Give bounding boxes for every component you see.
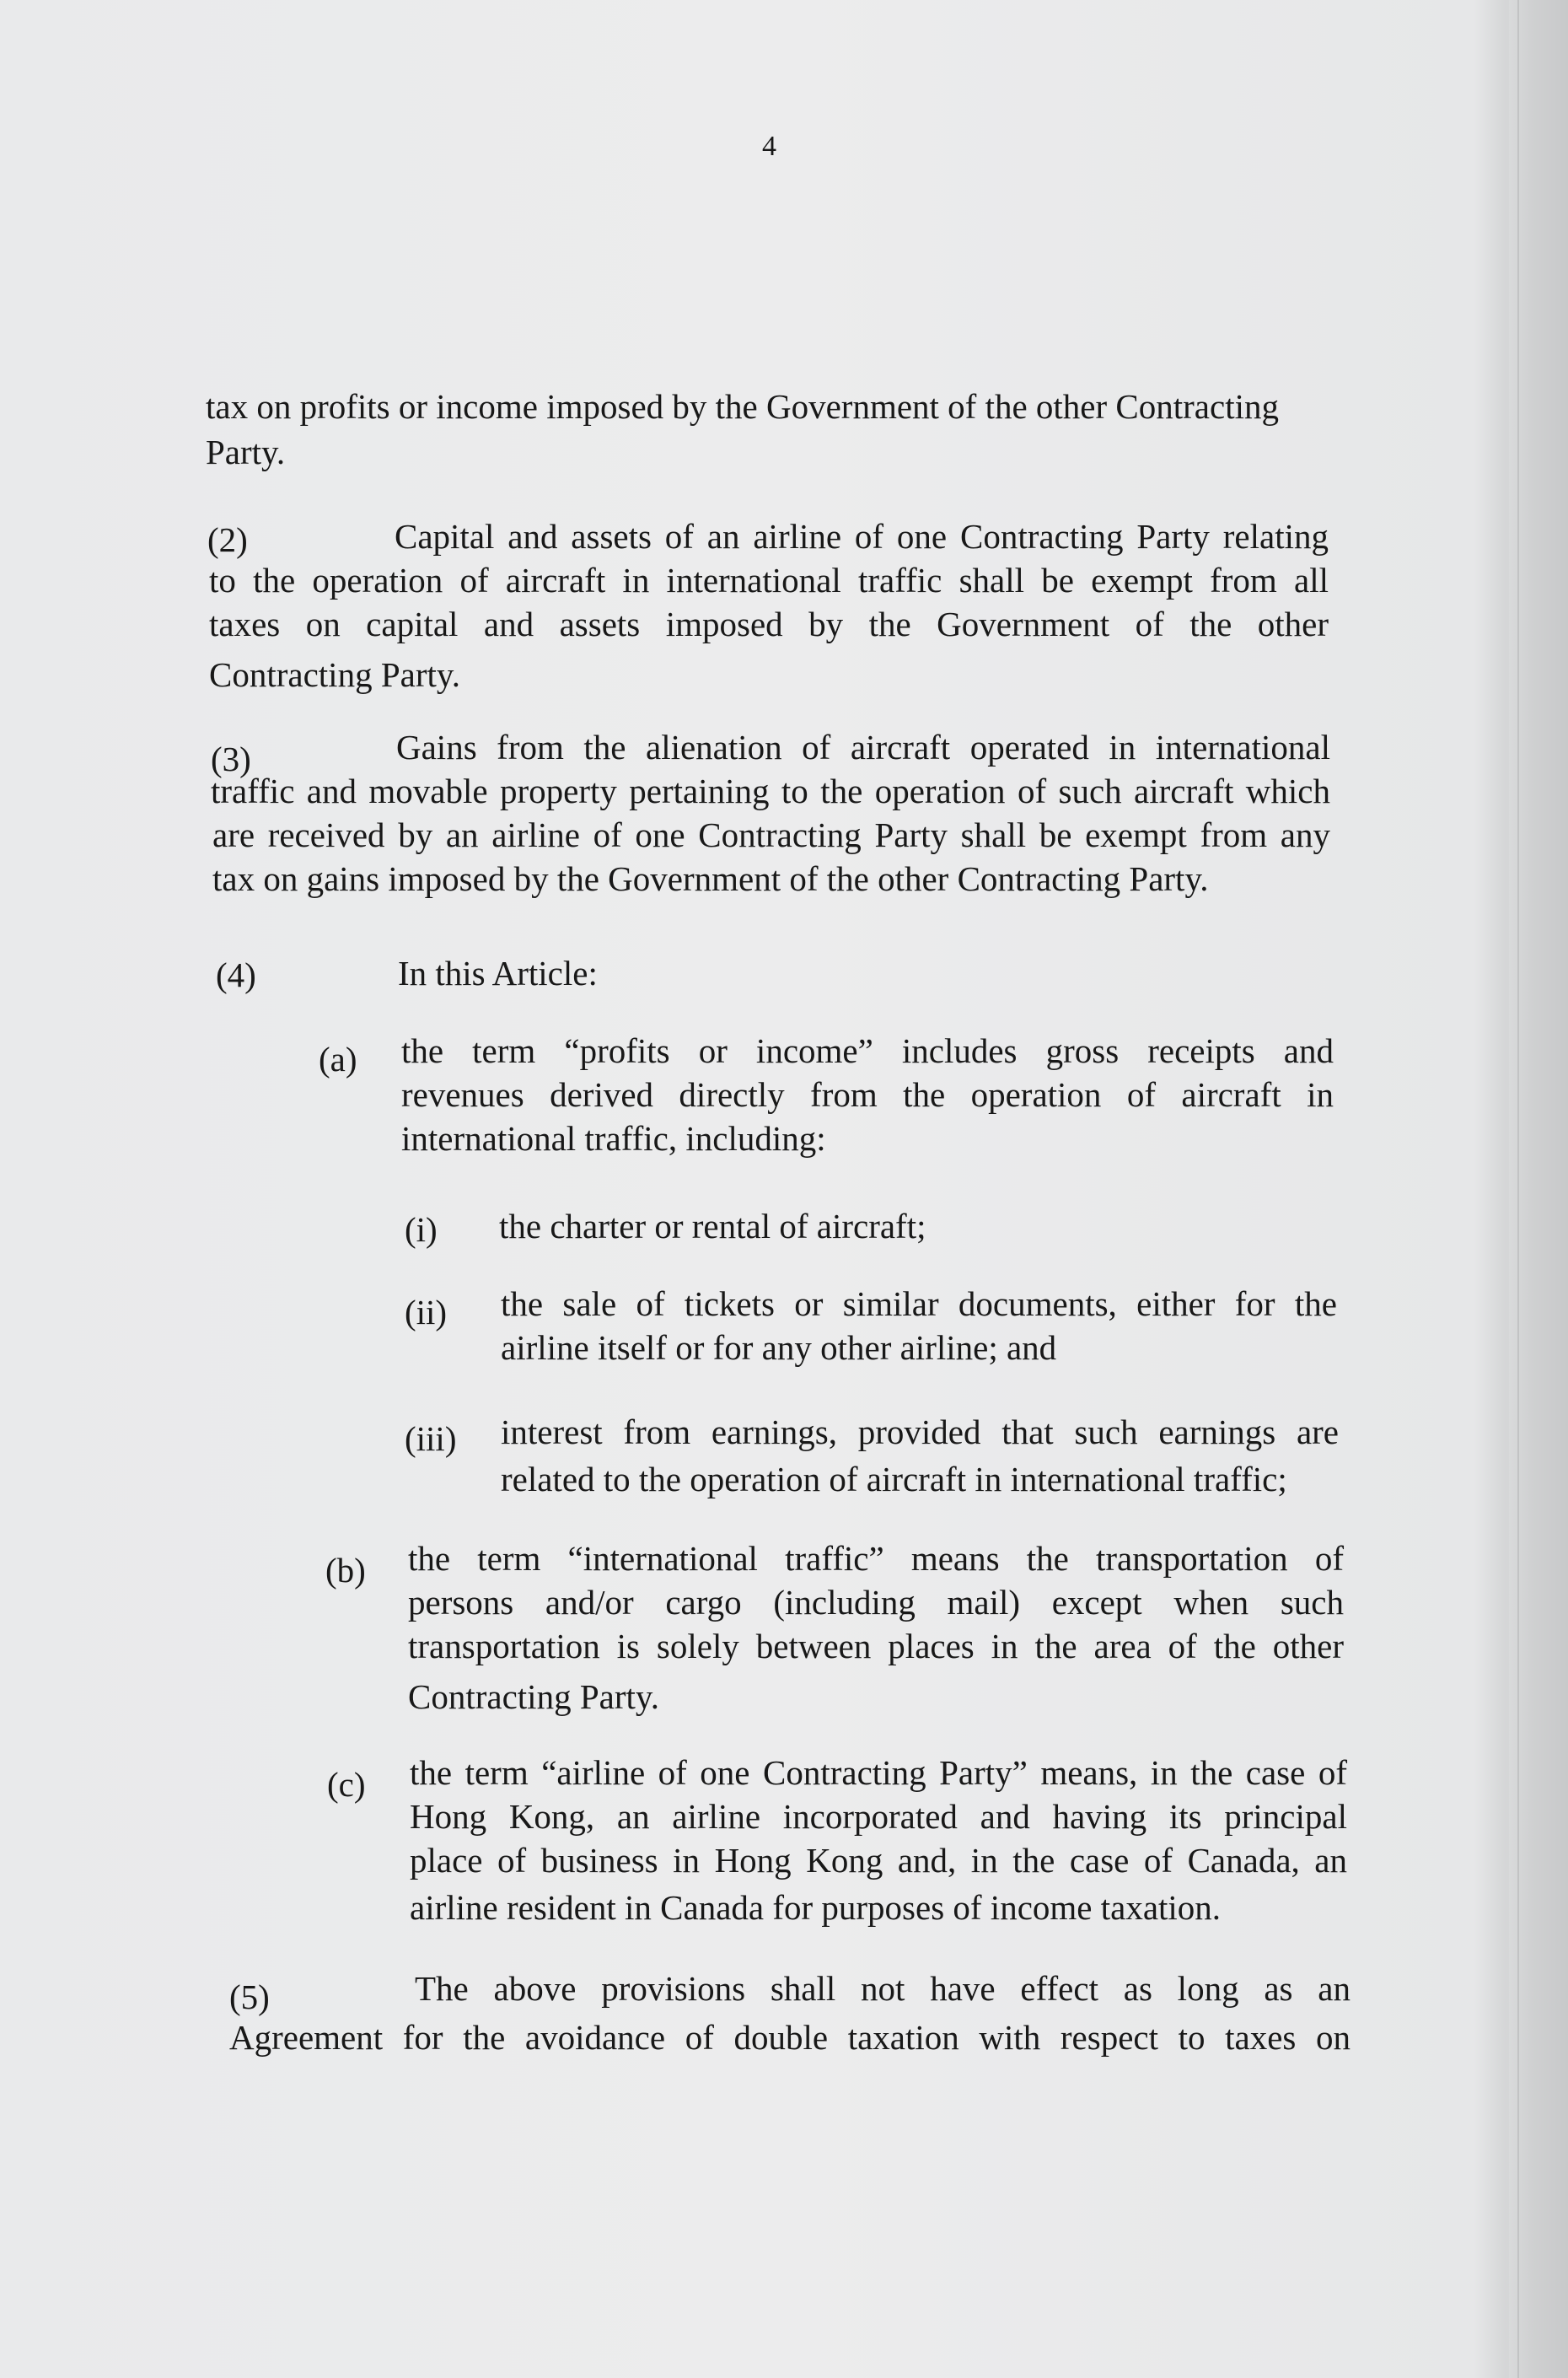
- item-b-line-3: transportation is solely between places in the area of the other: [408, 1627, 1344, 1665]
- item-a-ii-line-2: airline itself or for any other airline; and: [501, 1328, 1057, 1367]
- paragraph-2-line-4: Contracting Party.: [209, 655, 460, 694]
- item-a-line-2: revenues derived directly from the operation of aircraft in: [401, 1075, 1334, 1114]
- item-b-line-4: Contracting Party.: [408, 1677, 659, 1716]
- item-a-label: (a): [319, 1040, 357, 1079]
- page-edge-shadow: [1509, 0, 1568, 2378]
- continued-text-line-2: Party.: [206, 433, 286, 471]
- paragraph-4-heading: In this Article:: [398, 954, 598, 993]
- item-a-i-line-1: the charter or rental of aircraft;: [499, 1207, 926, 1245]
- page-number: 4: [762, 131, 776, 162]
- item-a-ii-line-1: the sale of tickets or similar documents, either for the: [501, 1284, 1337, 1323]
- paragraph-2-line-3: taxes on capital and assets imposed by the Government of the other: [209, 605, 1329, 643]
- item-c-label: (c): [327, 1765, 366, 1804]
- paragraph-5-label: (5): [229, 1977, 270, 2016]
- item-c-line-1: the term “airline of one Contracting Party” means, in the case of: [410, 1753, 1347, 1792]
- paragraph-2-line-1: Capital and assets of an airline of one Contracting Party relating: [395, 517, 1329, 556]
- paragraph-4-label: (4): [216, 955, 256, 994]
- paragraph-3-line-1: Gains from the alienation of aircraft operated in international: [396, 728, 1330, 767]
- item-c-line-4: airline resident in Canada for purposes of income taxation.: [410, 1888, 1222, 1927]
- paragraph-2-line-2: to the operation of aircraft in international traffic shall be exempt from all: [209, 561, 1329, 600]
- item-b-label: (b): [325, 1551, 366, 1590]
- paragraph-2-label: (2): [207, 520, 248, 559]
- item-c-line-2: Hong Kong, an airline incorporated and having its principal: [410, 1797, 1347, 1836]
- item-b-line-2: persons and/or cargo (including mail) except when such: [408, 1583, 1344, 1622]
- paragraph-3-label: (3): [211, 740, 251, 778]
- item-a-i-label: (i): [405, 1210, 438, 1249]
- paragraph-3-line-2: traffic and movable property pertaining to the operation of such aircraft which: [211, 772, 1330, 810]
- item-a-ii-label: (ii): [405, 1293, 448, 1332]
- continued-text-line-1: tax on profits or income imposed by the Government of the other Contracting: [206, 387, 1279, 426]
- item-a-iii-line-2: related to the operation of aircraft in international traffic;: [501, 1460, 1287, 1498]
- item-c-line-3: place of business in Hong Kong and, in the case of Canada, an: [410, 1841, 1347, 1880]
- paragraph-3-line-4: tax on gains imposed by the Government of the other Contracting Party.: [212, 859, 1209, 898]
- item-a-line-3: international traffic, including:: [401, 1119, 826, 1158]
- item-a-iii-line-1: interest from earnings, provided that such earnings are: [501, 1412, 1339, 1451]
- item-b-line-1: the term “international traffic” means the transportation of: [408, 1539, 1344, 1578]
- paragraph-5-line-1: The above provisions shall not have effect as long as an: [415, 1969, 1351, 2008]
- paragraph-3-line-3: are received by an airline of one Contracting Party shall be exempt from any: [212, 815, 1330, 854]
- paragraph-5-line-2: Agreement for the avoidance of double taxation with respect to taxes on: [229, 2018, 1351, 2057]
- item-a-iii-label: (iii): [405, 1419, 457, 1458]
- item-a-line-1: the term “profits or income” includes gross receipts and: [401, 1031, 1334, 1070]
